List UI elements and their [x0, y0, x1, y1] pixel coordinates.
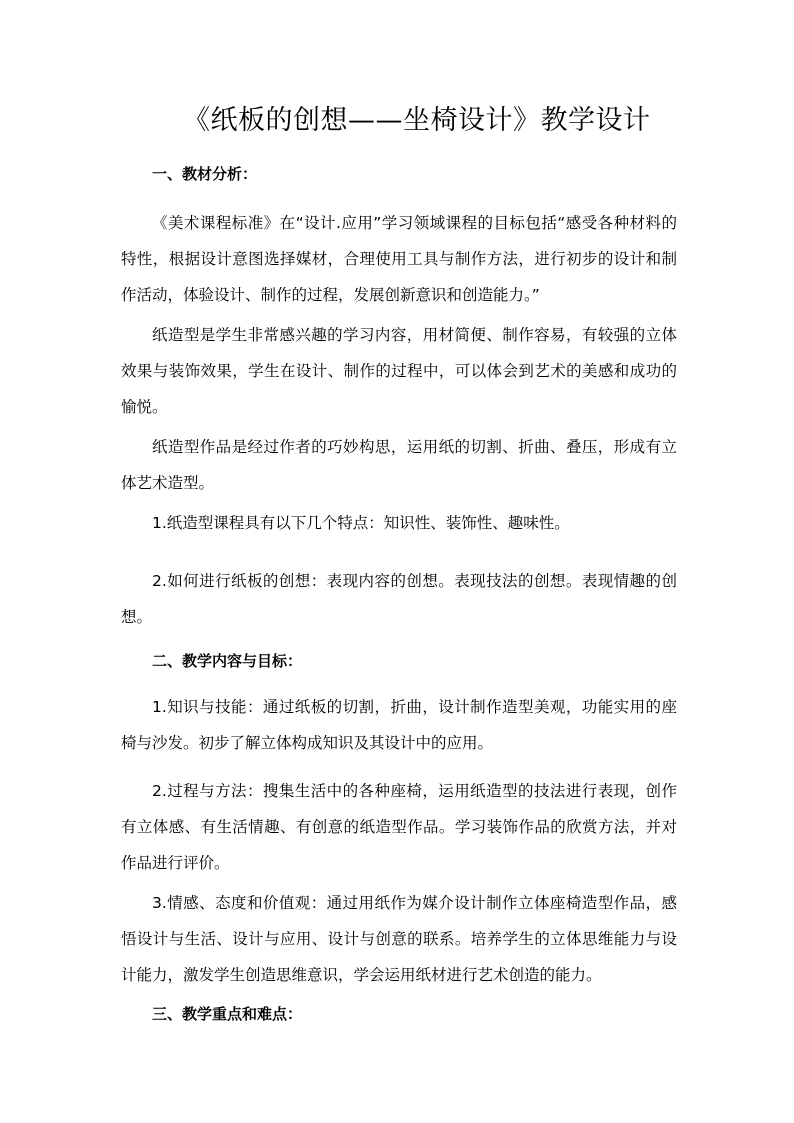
paragraph-emotion-values: 3.情感、态度和价值观：通过用纸作为媒介设计制作立体座椅造型作品，感悟设计与生活、设计与应用、设计与创意的联系。培养学生的立体思维能力与设计能力，激发学生创造思维意识，学会运用纸材进行艺术创造的能力。	[121, 894, 677, 984]
paragraph-course-features: 1.纸造型课程具有以下几个特点：知识性、装饰性、趣味性。	[152, 514, 570, 532]
paragraph-how-to-create: 2.如何进行纸板的创想：表现内容的创想。表现技法的创想。表现情趣的创想。	[121, 572, 677, 626]
section-heading-analysis: 一、教材分析：	[152, 165, 258, 183]
document-title: 《纸板的创想——坐椅设计》教学设计	[183, 105, 651, 136]
paragraph-knowledge-skills: 1.知识与技能：通过纸板的切割，折曲，设计制作造型美观，功能实用的座椅与沙发。初步了解立体构成知识及其设计中的应用。	[121, 698, 677, 752]
section-heading-key-points: 三、教学重点和难点：	[152, 1005, 303, 1023]
paragraph-curriculum-standard: 《美术课程标准》在“设计.应用”学习领域课程的目标包括“感受各种材料的特性，根据设计意图选择媒材，合理使用工具与制作方法，进行初步的设计和制作活动，体验设计、制作的过程，发展创新意识和创造能力。”	[121, 214, 677, 304]
paragraph-process-methods: 2.过程与方法：搜集生活中的各种座椅，运用纸造型的技法进行表现，创作有立体感、有生活情趣、有创意的纸造型作品。学习装饰作品的欣赏方法，并对作品进行评价。	[121, 782, 677, 872]
section-heading-content-goals: 二、教学内容与目标：	[152, 652, 303, 670]
paragraph-paper-modeling-interest: 纸造型是学生非常感兴趣的学习内容，用材简便、制作容易，有较强的立体效果与装饰效果，学生在设计、制作的过程中，可以体会到艺术的美感和成功的愉悦。	[121, 326, 677, 416]
paragraph-paper-modeling-works: 纸造型作品是经过作者的巧妙构思，运用纸的切割、折曲、叠压，形成有立体艺术造型。	[121, 438, 677, 492]
